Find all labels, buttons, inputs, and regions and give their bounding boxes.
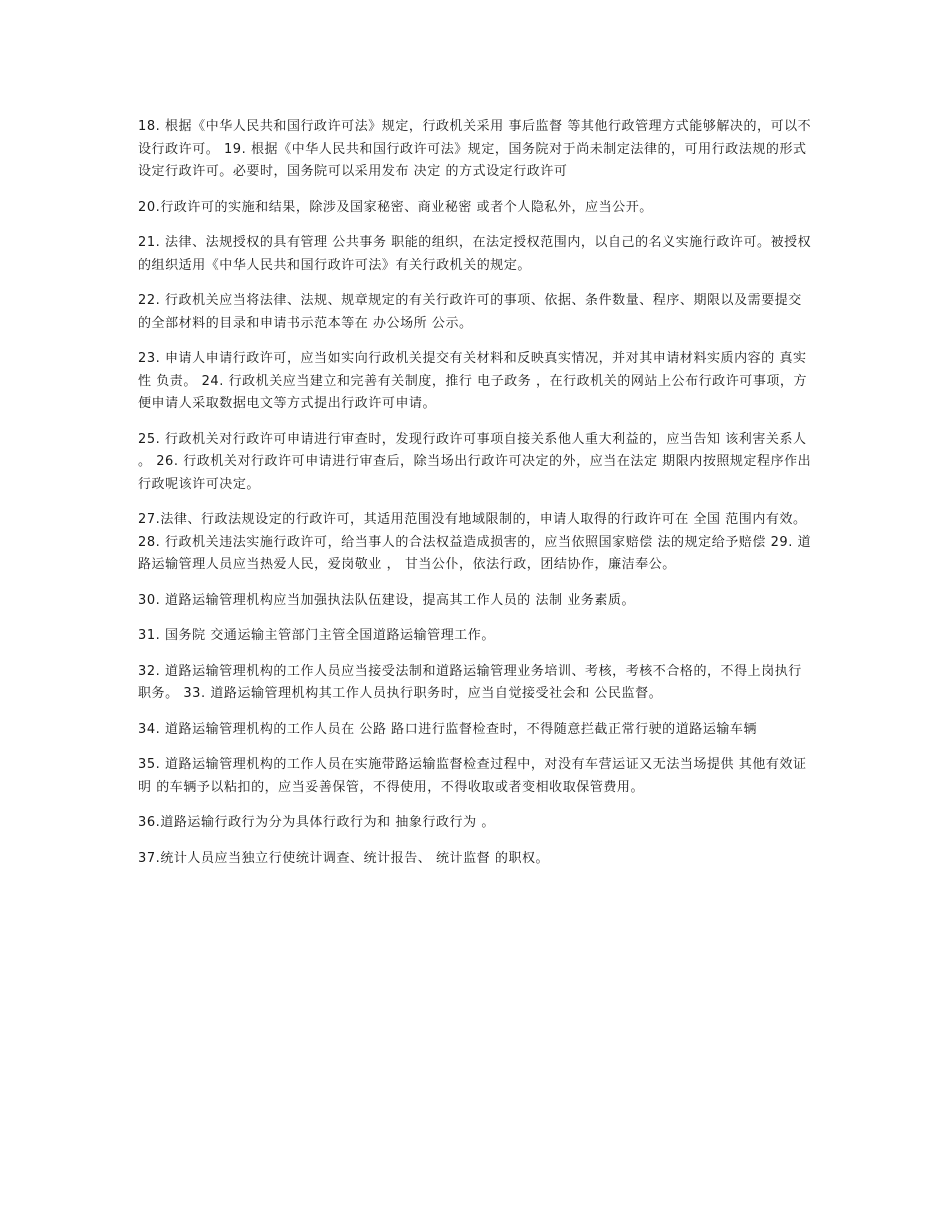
paragraph-30: 30. 道路运输管理机构应当加强执法队伍建设，提高其工作人员的 法制 业务素质。 (138, 592, 636, 608)
paragraph-22: 22. 行政机关应当将法律、法规、规章规定的有关行政许可的事项、依据、条件数量、程序、期限以及需要提交的全部材料的目录和申请书示范本等在 办公场所 公示。 (138, 293, 802, 331)
paragraph-27-29: 27.法律、行政法规设定的行政许可，其适用范围没有地域限制的，申请人取得的行政许可在 全国 范围内有效。 28. 行政机关违法实施行政许可，给当事人的合法权益造成损害的，应当依照国家赔偿 法的规定给予赔偿 29. 道路运输管理人员应当热爱人民，爱岗敬业 ， 甘当公仆，依法行政，团结协作，廉洁奉公。 (138, 512, 812, 572)
paragraph-32-33: 32. 道路运输管理机构的工作人员应当接受法制和道路运输管理业务培训、考核，考核不合格的，不得上岗执行职务。 33. 道路运输管理机构其工作人员执行职务时，应当自觉接受社会和 公民监督。 (138, 663, 802, 701)
paragraph-23-24: 23. 申请人申请行政许可，应当如实向行政机关提交有关材料和反映真实情况，并对其申请材料实质内容的 真实性 负责。 24. 行政机关应当建立和完善有关制度，推行 电子政务 ，在行政机关的网站上公布行政许可事项，方便申请人采取数据电文等方式提出行政许可申请。 (138, 351, 808, 411)
document-page (138, 116, 812, 883)
paragraph-21: 21. 法律、法规授权的具有管理 公共事务 职能的组织，在法定授权范围内，以自己的名义实施行政许可。被授权的组织适用《中华人民共和国行政许可法》有关行政机关的规定。 (138, 235, 812, 273)
paragraph-34: 34. 道路运输管理机构的工作人员在 公路 路口进行监督检查时，不得随意拦截正常行驶的道路运输车辆 (138, 721, 758, 737)
paragraph-18-19: 18. 根据《中华人民共和国行政许可法》规定，行政机关采用 事后监督 等其他行政管理方式能够解决的，可以不设行政许可。 19. 根据《中华人民共和国行政许可法》规定，国务院对于尚未制定法律的，可用行政法规的形式设定行政许可。必要时，国务院可以采用发布 决定 的方式设定行政许可 (138, 119, 812, 179)
paragraph-35: 35. 道路运输管理机构的工作人员在实施带路运输监督检查过程中，对没有车营运证又无法当场提供 其他有效证明 的车辆予以粘扣的，应当妥善保管，不得使用，不得收取或者变相收取保管费用。 (138, 757, 807, 795)
paragraph-25-26: 25. 行政机关对行政许可申请进行审查时，发现行政许可事项自接关系他人重大利益的，应当告知 该利害关系人 。 26. 行政机关对行政许可申请进行审查后，除当场出行政许可决定的外，应当在法定 期限内按照规定程序作出行政呢该许可决定。 (138, 431, 812, 492)
paragraph-36: 36.道路运输行政行为分为具体行政行为和 抽象行政行为 。 (138, 815, 495, 830)
paragraph-37: 37.统计人员应当独立行使统计调查、统计报告、 统计监督 的职权。 (138, 850, 550, 866)
paragraph-20: 20.行政许可的实施和结果，除涉及国家秘密、商业秘密 或者个人隐私外，应当公开。 (138, 199, 653, 215)
paragraph-31: 31. 国务院 交通运输主管部门主管全国道路运输管理工作。 (138, 628, 495, 643)
